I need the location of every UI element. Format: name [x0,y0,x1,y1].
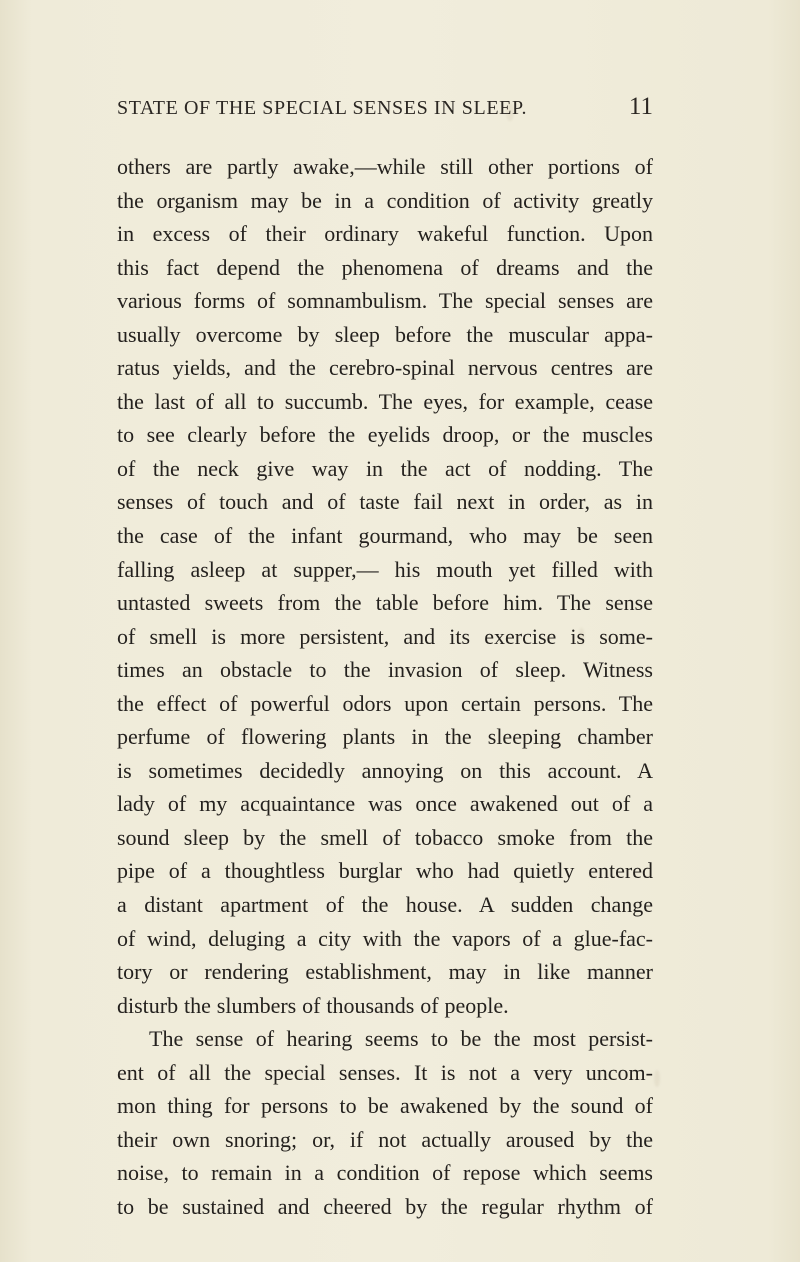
page-number: 11 [628,93,653,120]
text-line: noise, to remain in a condition of repose which seems [117,1160,653,1186]
running-title: STATE OF THE SPECIAL SENSES IN SLEEP. [117,97,528,119]
text-line: falling asleep at supper,— his mouth yet filled with [117,556,653,582]
text-line: sound sleep by the smell of tobacco smoke from the [117,824,653,850]
text-line: lady of my acquaintance was once awakened out of a [117,791,653,817]
page-body-text [117,150,653,1224]
text-line: their own snoring; or, if not actually aroused by the [117,1126,653,1152]
text-line: senses of touch and of taste fail next in order, as in [117,489,653,515]
text-line: untasted sweets from the table before him. The sense [117,590,653,616]
text-line: of wind, deluging a city with the vapors of a glue-fac- [117,925,653,951]
text-line: is sometimes decidedly annoying on this account. A [117,757,653,783]
text-line: tory or rendering establishment, may in like manner [117,959,653,985]
text-line: times an obstacle to the invasion of sleep. Witness [117,657,653,683]
text-line: ratus yields, and the cerebro-spinal nervous centres are [117,355,653,381]
text-line: this fact depend the phenomena of dreams and the [117,254,653,280]
text-line: perfume of flowering plants in the sleeping chamber [117,724,653,750]
text-line: ent of all the special senses. It is not a very uncom- [117,1059,653,1085]
text-line: the last of all to succumb. The eyes, for example, cease [117,388,653,414]
paragraph-two [117,1022,653,1223]
running-header [117,93,653,125]
text-line: pipe of a thoughtless burglar who had quietly entered [117,858,653,884]
text-line: of smell is more persistent, and its exercise is some- [117,623,653,649]
text-line: various forms of somnambulism. The special senses are [117,288,653,314]
text-line: the case of the infant gourmand, who may be seen [117,523,653,549]
text-line: others are partly awake,—while still other portions of [117,154,653,179]
text-line: mon thing for persons to be awakened by the sound of [117,1093,653,1119]
text-line: a distant apartment of the house. A sudden change [117,892,653,918]
paper-stain [654,1070,660,1087]
text-line: disturb the slumbers of thousands of people. [117,992,509,1018]
text-line: the effect of powerful odors upon certain persons. The [117,690,653,716]
text-line: to see clearly before the eyelids droop, or the muscles [117,422,653,448]
text-line: in excess of their ordinary wakeful function. Upon [117,221,653,247]
text-line: the organism may be in a condition of activity greatly [117,187,653,213]
text-line: to be sustained and cheered by the regular rhythm of [117,1193,653,1219]
text-line: The sense of hearing seems to be the most persist- [149,1026,653,1052]
text-line: usually overcome by sleep before the muscular appa- [117,321,653,347]
text-line: of the neck give way in the act of nodding. The [117,455,653,481]
paragraph-one [117,150,653,1022]
